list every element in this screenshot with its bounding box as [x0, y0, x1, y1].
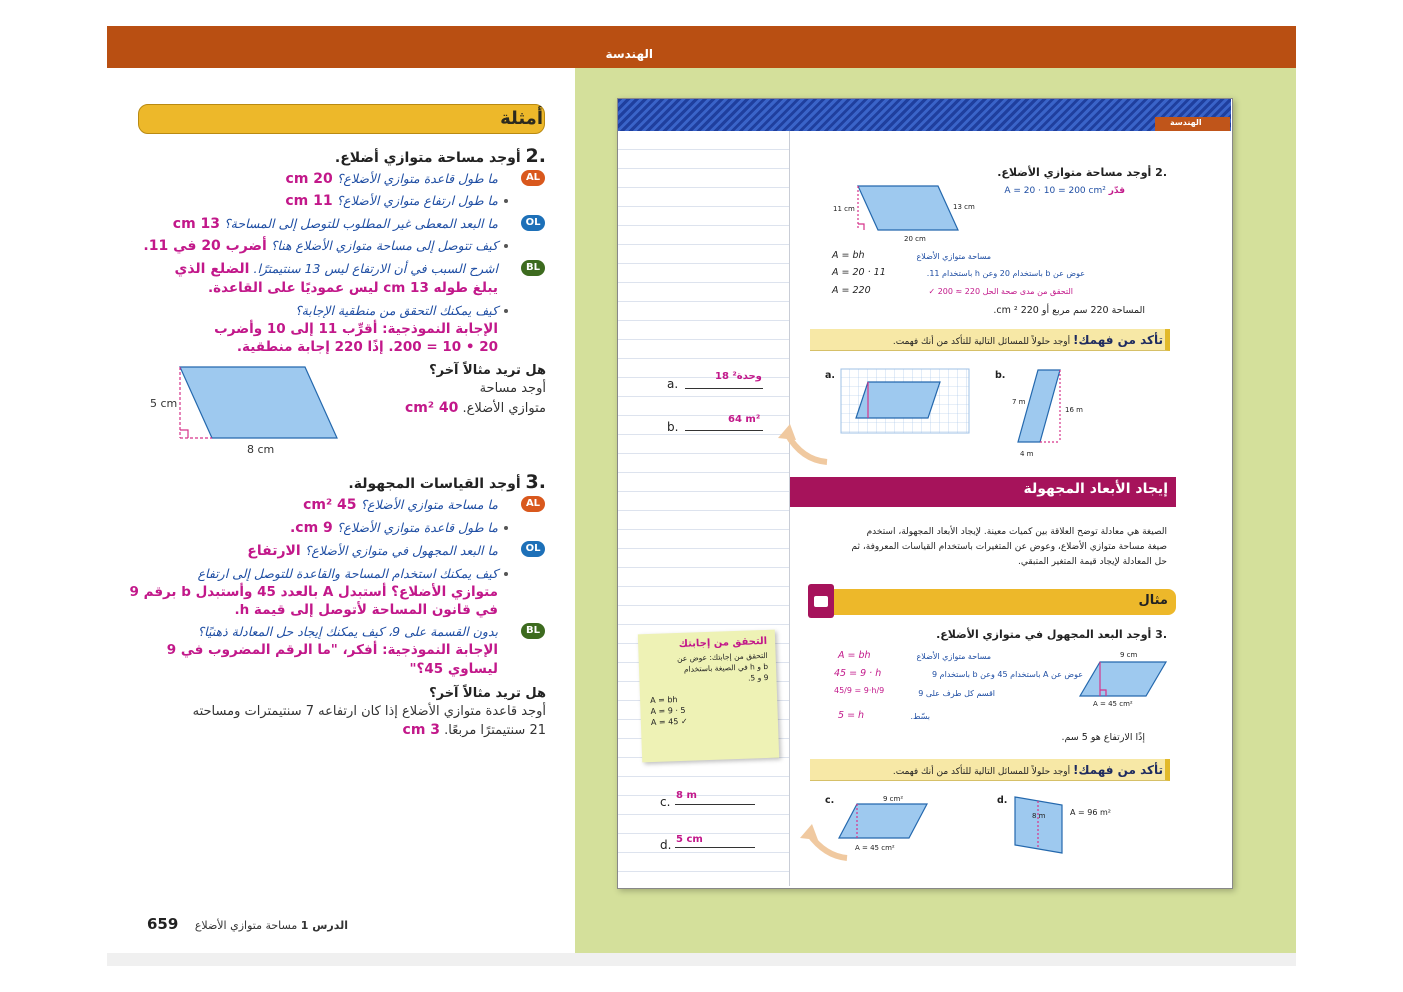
q2-heading [335, 145, 546, 167]
badge-ol: OL [521, 215, 545, 231]
bullet [504, 309, 508, 313]
examples-banner [138, 104, 545, 134]
notebook-c-answer: 8 m [676, 790, 697, 801]
book-ex2-step-3-eq: A = 220 [832, 285, 871, 296]
sticky-note-eq-1: A = bh [649, 695, 678, 706]
q3-another-answer: 3 cm [402, 722, 441, 738]
sticky-note-eq-3: A = 45 ✓ [650, 716, 688, 728]
bullet [504, 526, 508, 530]
section-title: إيجاد الأبعاد المجهولة [1023, 481, 1168, 497]
book-ex3-top-label: 9 cm [1120, 651, 1138, 659]
notebook-c-label: c. [660, 795, 671, 809]
q2-line-2-answer: 11 cm [285, 193, 333, 209]
q3-line-3 [247, 543, 498, 559]
q2-another-line-1: أوجد مساحة [479, 381, 546, 396]
check-banner-2-instructions: أوجد حلولاً للمسائل التالية للتأكد من أنك فهمت. [892, 767, 1071, 777]
sticky-note [638, 630, 779, 763]
sticky-note-line-3: 9 و 5. [747, 672, 769, 683]
q2-line-4 [143, 238, 498, 254]
book-ex3-figure [1070, 652, 1175, 704]
badge-bl: BL [521, 623, 545, 639]
book-prob-b-height-label: 16 m [1065, 406, 1083, 414]
book-ex2-step-2-eq: A = 20 · 11 [832, 267, 886, 278]
check-banner-2-title: تأكد من فهمك! [1073, 763, 1163, 777]
book-prob-b-parallelogram [1018, 370, 1060, 442]
book-ex2-parallelogram [858, 186, 958, 230]
sticky-note-eq-2: A = 9 · 5 [650, 705, 686, 717]
bottom-strip [107, 953, 1296, 966]
notebook-d-label: d. [660, 838, 672, 852]
sticky-note-line-2: b و h في الصيغة باستخدام [683, 661, 769, 674]
q3-line-2 [290, 520, 498, 536]
q2-line-2-text: ما طول ارتفاع متوازي الأضلاع؟ [336, 193, 498, 208]
book-ex3-area-label: A = 45 cm² [1093, 700, 1133, 708]
book-ex2-estimate-label: قدّر [1108, 186, 1125, 196]
q3-another-line-1: أوجد قاعدة متوازي الأضلاع إذا كان ارتفاعه 7 سنتيمترات ومساحته [192, 704, 546, 719]
bullet [504, 244, 508, 248]
q2-line-1-text: ما طول قاعدة متوازي الأضلاع؟ [336, 171, 498, 186]
book-ex2-estimate [1004, 186, 1125, 196]
book-ex3-step-4-note: بسّط. [910, 712, 930, 721]
q3-bl-question: بدون القسمة على 9، كيف يمكنك إيجاد حل المعادلة ذهنيًا؟ [197, 624, 498, 639]
top-bar [107, 26, 1296, 68]
q3-line-2-answer: 9 cm. [289, 520, 333, 536]
book-prob-c-area: A = 45 cm² [855, 844, 895, 852]
q2-line-3-answer: 13 cm [172, 216, 221, 232]
book-prob-c-top: 9 cm² [883, 795, 904, 803]
q3-how-answer-1: متوازي الأضلاع؟ أستبدل A بالعدد 45 وأستبدل b برقم 9 [129, 584, 498, 600]
check-banner-1-instructions: أوجد حلولاً للمسائل التالية للتأكد من أنك فهمت. [892, 337, 1071, 347]
notebook-c-line [675, 804, 755, 805]
q2-number: .2 [525, 145, 546, 167]
book-ex3-step-4-eq: 5 = h [838, 710, 865, 721]
book-prob-b-label: b. [995, 370, 1006, 381]
notebook-border [789, 131, 790, 886]
q2-line-2 [285, 193, 498, 209]
right-angle-mark [180, 430, 188, 438]
q2-another-line-2 [405, 400, 546, 416]
book-prob-a-grid-figure [840, 368, 970, 434]
book-prob-b-base: 4 m [1020, 450, 1034, 458]
q3-bl-answer-2: ليساوي 45؟" [409, 661, 498, 677]
fig1-height-label: 5 cm [150, 397, 178, 410]
footer-page-number: 659 [147, 915, 179, 933]
example-banner [834, 589, 1176, 615]
q2-model-answer-1: الإجابة النموذجية: أقرِّب 11 إلى 10 وأضرب [214, 321, 498, 337]
q2-line-3 [173, 216, 498, 232]
q2-line-5-answer: الضلع الذي [174, 261, 250, 277]
check-banner-2-text [893, 763, 1163, 777]
book-prob-d-figure [1010, 795, 1070, 857]
q2-reason-question: كيف يمكنك التحقق من منطقية الإجابة؟ [295, 303, 498, 318]
book-ex2-conclusion: المساحة 220 سم مربع أو 220 cm ². [993, 305, 1145, 316]
q2-another-title: هل تريد مثالاً آخر؟ [429, 363, 546, 378]
q3-line-1-text: ما مساحة متوازي الأضلاع؟ [360, 497, 498, 512]
formula-line-1: الصيغة هي معادلة توضح العلاقة بين كميات معينة. لإيجاد الأبعاد المجهولة، استخدم [866, 527, 1167, 537]
book-prob-c-parallelogram [839, 804, 927, 838]
book-ex3-step-1-note: مساحة متوازي الأضلاع [916, 652, 991, 661]
book-header [618, 99, 1231, 131]
book-header-title: الهندسة [1170, 118, 1202, 127]
book-prob-d-side: 8 m [1032, 812, 1046, 820]
book-ex3-step-2-note: عوض عن A باستخدام 45 وعن b باستخدام 9 [932, 670, 1083, 679]
footer-lesson-title: مساحة متوازي الأضلاع [194, 919, 298, 932]
q2-another-answer: 40 cm² [404, 400, 459, 416]
q3-line-1 [303, 497, 498, 513]
book-ex2-step-1-eq: A = bh [832, 250, 865, 261]
book-ex3-conclusion: إذًا الارتفاع هو 5 سم. [1061, 732, 1145, 743]
book-ex2-side-a: 11 cm [833, 205, 855, 213]
curved-arrow-icon [772, 420, 832, 470]
notebook-column [618, 131, 790, 886]
book-prob-d-label: d. [997, 795, 1008, 806]
notebook-d-line [675, 847, 755, 848]
book-ex2-side-b: 13 cm [953, 203, 975, 211]
book-ex2-title: .2 أوجد مساحة متوازي الأضلاع. [997, 166, 1167, 179]
q2-line-1-answer: 20 cm [285, 171, 333, 187]
parallelogram-shape [180, 367, 337, 438]
footer-lesson [195, 919, 348, 932]
book-ex3-step-2-eq: 45 = 9 · h [834, 668, 882, 679]
book-prob-b-side: 7 m [1012, 398, 1026, 406]
q2-line-4-text: كيف تتوصل إلى مساحة متوازي الأضلاع هنا؟ [270, 238, 498, 253]
q3-heading [348, 471, 546, 493]
bullet [504, 572, 508, 576]
q3-line-3-answer: الارتفاع [247, 543, 301, 559]
book-prob-c-label: c. [825, 795, 835, 806]
q3-another-line-2-text: 21 سنتيمترًا مربعًا. [444, 723, 546, 738]
q3-line-2-text: ما طول قاعدة متوازي الأضلاع؟ [336, 520, 498, 535]
footer-lesson-label: الدرس 1 [300, 919, 348, 932]
formula-line-3: حل المعادلة لإيجاد قيمة المتغير المتبقي. [1017, 557, 1167, 567]
book-ex2-base: 20 cm [904, 235, 926, 243]
notebook-b-line [685, 430, 763, 431]
q3-how-answer-2: في قانون المساحة لأتوصل إلى قيمة h. [234, 602, 498, 618]
book-ex2-estimate-value: A = 20 · 10 = 200 cm² [1004, 186, 1106, 196]
q2-line-1 [286, 171, 498, 187]
badge-al: AL [521, 170, 545, 186]
q2-line-5 [175, 261, 499, 277]
book-prob-b-figure [1012, 366, 1072, 450]
bullet [504, 199, 508, 203]
sticky-note-line-1: التحقق من إجابتك: عوض عن [676, 650, 768, 664]
q3-line-1-answer: 45 cm² [303, 497, 357, 513]
q3-another-title: هل تريد مثالاً آخر؟ [429, 686, 546, 701]
book-prob-d-area: A = 96 m² [1070, 808, 1111, 817]
book-ex3-step-3-note: اقسم كل طرف على 9 [918, 689, 995, 698]
q2-line-5-text: اشرح السبب في أن الارتفاع ليس 13 سنتيمترًا. [253, 261, 498, 276]
q3-bl-answer-1: الإجابة النموذجية: أفكر، "ما الرقم المضروب في 9 [166, 642, 498, 658]
book-ex2-step-2-note: عوض عن b باستخدام 20 وعن h باستخدام 11. [926, 269, 1085, 278]
notebook-b-answer: 64 m² [728, 414, 761, 425]
badge-al: AL [521, 496, 545, 512]
book-ex2-step-1-note: مساحة متوازي الأضلاع [916, 252, 991, 261]
formula-line-2: صيغة مساحة متوازي الأضلاع، وعوض عن المتغيرات باستخدام القياسات المعروفة، ثم [851, 542, 1167, 552]
video-icon-glyph [814, 596, 828, 607]
q2-another-line-2-text: متوازي الأضلاع. [462, 401, 546, 416]
check-banner-1-title: تأكد من فهمك! [1073, 333, 1163, 347]
top-bar-title: الهندسة [605, 47, 653, 61]
book-ex2-step-3-note: التحقق من مدى صحة الحل 220 ≈ 200 ✓ [928, 287, 1073, 296]
notebook-a-line [685, 388, 763, 389]
book-ex3-step-3-eq: 45/9 = 9·h/9 [834, 686, 885, 695]
book-ex2-right-angle [858, 224, 864, 230]
q2-title: أوجد مساحة متوازي أضلاع. [334, 150, 521, 166]
notebook-b-label: b. [667, 420, 679, 434]
notebook-d-answer: 5 cm [676, 834, 703, 845]
badge-ol: OL [521, 541, 545, 557]
book-ex3-parallelogram [1080, 662, 1166, 696]
q2-line-3-text: ما البعد المعطى غير المطلوب للتوصل إلى المساحة؟ [224, 216, 498, 231]
notebook-a-label: a. [667, 377, 679, 391]
notebook-a-answer: 18 وحدة² [715, 371, 762, 382]
q2-model-answer-2: 20 • 10 = 200. إذًا 220 إجابة منطقية. [236, 339, 498, 355]
q3-title: أوجد القياسات المجهولة. [348, 476, 521, 492]
book-prob-c-figure [835, 800, 935, 844]
book-prob-a-label: a. [825, 370, 836, 381]
q3-line-3-text: ما البعد المجهول في متوازي الأضلاع؟ [304, 543, 498, 558]
q3-another-line-2 [403, 722, 546, 738]
examples-title: أمثلة [500, 108, 543, 129]
badge-bl: BL [521, 260, 545, 276]
q3-number: .3 [525, 471, 546, 493]
book-ex3-title: .3 أوجد البعد المجهول في متوازي الأضلاع. [936, 628, 1167, 641]
example-title: مثال [1138, 593, 1168, 608]
book-ex3-step-1-eq: A = bh [838, 650, 871, 661]
q2-line-4-answer: أضرب 20 في 11. [143, 238, 267, 254]
q2-bl-answer-cont: يبلغ طوله 13 cm ليس عموديًا على القاعدة. [208, 280, 498, 296]
sticky-note-title: التحقق من إجابتك [678, 635, 768, 651]
fig1-base-label: 8 cm [247, 443, 275, 456]
check-banner-1-text [893, 333, 1163, 347]
q3-how-question: كيف يمكنك استخدام المساحة والقاعدة للتوصل إلى ارتفاع [197, 566, 498, 581]
